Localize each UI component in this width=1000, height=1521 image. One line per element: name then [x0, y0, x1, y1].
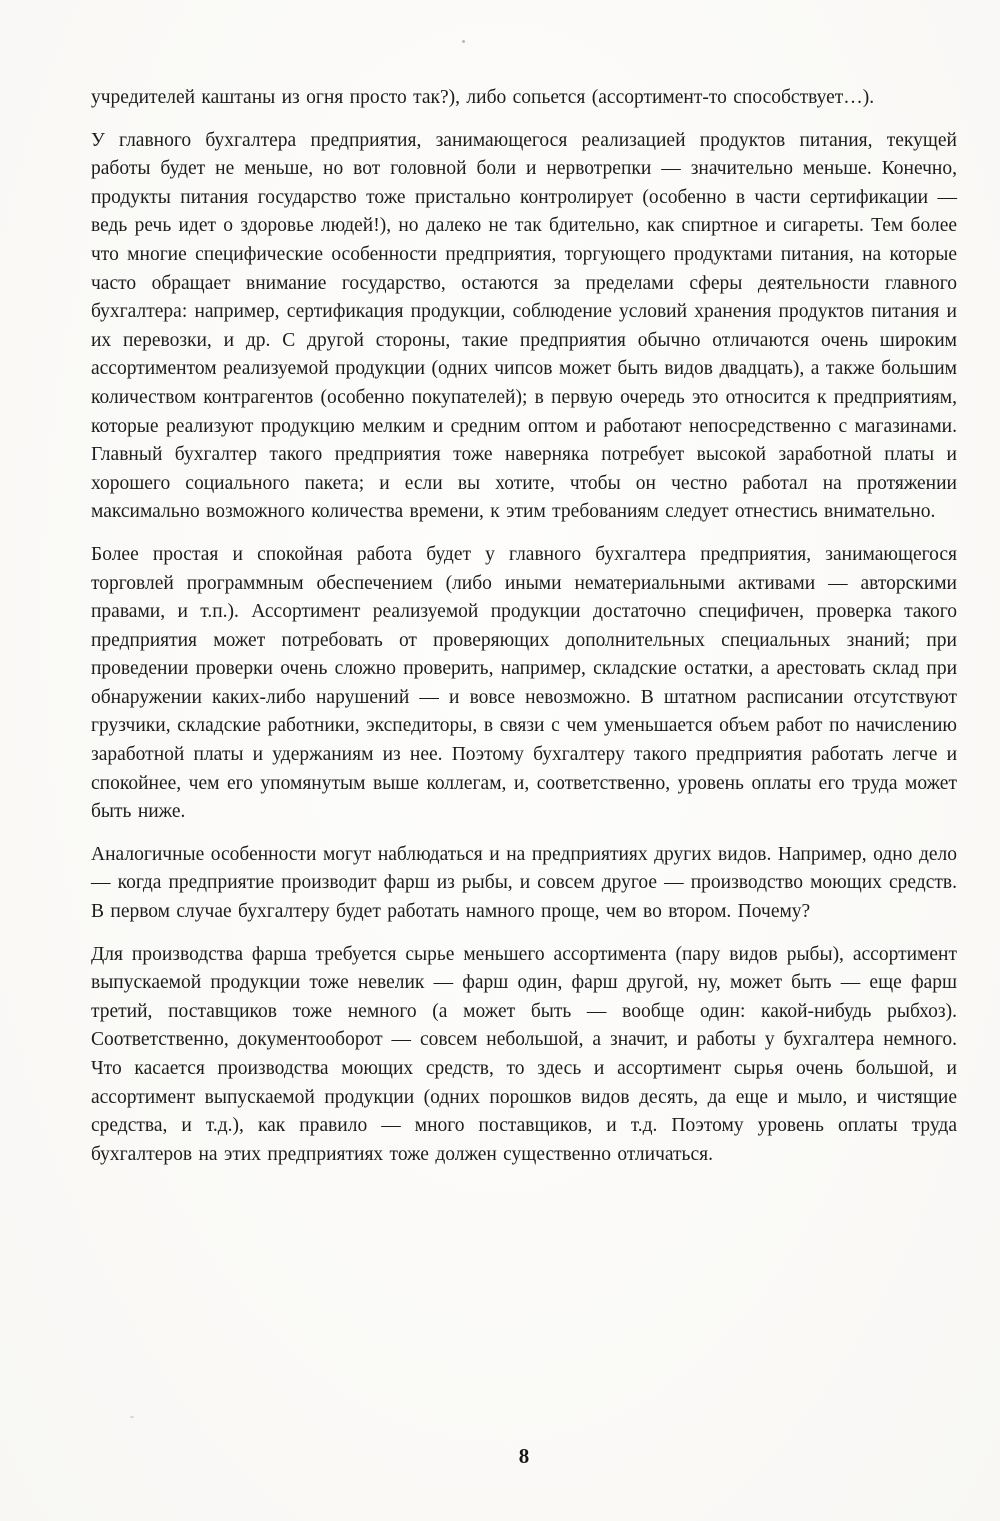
- scan-artifact: [130, 1416, 134, 1418]
- body-paragraph: учредителей каштаны из огня просто так?), либо сопьется (ассортимент-то способствует…).: [91, 87, 875, 108]
- body-paragraph: У главного бухгалтера предприятия, занимающегося реализацией продуктов питания, текущей работы будет не меньше, но вот головной боли и нервотрепки — значительно меньше. Конечно, продукты питания государство тоже пристально контролирует (особенно в части сертификации — ведь речь идет о здоровье людей!), но далеко не так бдительно, как спиртное и сигареты. Тем более что многие специфические особенности предприятия, торгующего продуктами питания, на которые часто обращает внимание государство, остаются за пределами сферы деятельности главного бухгалтера: например, сертификация продукции, соблюдение условий хранения продуктов питания и их перевозки, и др. С другой стороны, такие предприятия обычно отличаются очень широким ассортиментом реализуемой продукции (одних чипсов может быть видов двадцать), а также большим количеством контрагентов (особенно покупателей); в первую очередь это относится к предприятиям, которые реализуют продукцию мелким и средним оптом и работают непосредственно с магазинами. Главный бухгалтер такого предприятия тоже наверняка потребует высокой заработной платы и хорошего социального пакета; и если вы хотите, чтобы он честно работал на протяжении максимально возможного количества времени, к этим требованиям следует отнестись внимательно.: [91, 129, 957, 523]
- body-paragraph: Более простая и спокойная работа будет у главного бухгалтера предприятия, занимающегося торговлей программным обеспечением (либо иными нематериальными активами — авторскими правами, и т.п.). Ассортимент реализуемой продукции достаточно специфичен, проверка такого предприятия может потребовать от проверяющих дополнительных специальных знаний; при проведении проверки очень сложно проверить, например, складские остатки, а арестовать склад при обнаружении каких-либо нарушений — и вовсе невозможно. В штатном расписании отсутствуют грузчики, складские работники, экспедиторы, в связи с чем уменьшается объем работ по начислению заработной платы и удержаниям из нее. Поэтому бухгалтеру такого предприятия работать легче и спокойнее, чем его упомянутым выше коллегам, и, соответственно, уровень оплаты его труда может быть ниже.: [91, 543, 957, 823]
- body-paragraph: Аналогичные особенности могут наблюдаться и на предприятиях других видов. Например, одно дело — когда предприятие производит фарш из рыбы, и совсем другое — производство моющих средств. В первом случае бухгалтеру будет работать намного проще, чем во втором. Почему?: [91, 843, 957, 923]
- body-paragraph: Для производства фарша требуется сырье меньшего ассортимента (пару видов рыбы), ассортимент выпускаемой продукции тоже невелик — фарш один, фарш другой, ну, может быть — еще фарш третий, поставщиков тоже немного (а может быть — вообще один: какой-нибудь рыбхоз). Соответственно, документооборот — совсем небольшой, а значит, и работы у бухгалтера немного. Что касается производства моющих средств, то здесь и ассортимент сырья очень большой, и ассортимент выпускаемой продукции (одних порошков видов десять, да еще и мыло, и чистящие средства, и т.д.), как правило — много поставщиков, и т.д. Поэтому уровень оплаты труда бухгалтеров на этих предприятиях тоже должен существенно отличаться.: [91, 943, 957, 1165]
- page-text-block: [91, 84, 957, 1183]
- scan-artifact: [462, 40, 465, 43]
- page-number: 8: [518, 1444, 530, 1468]
